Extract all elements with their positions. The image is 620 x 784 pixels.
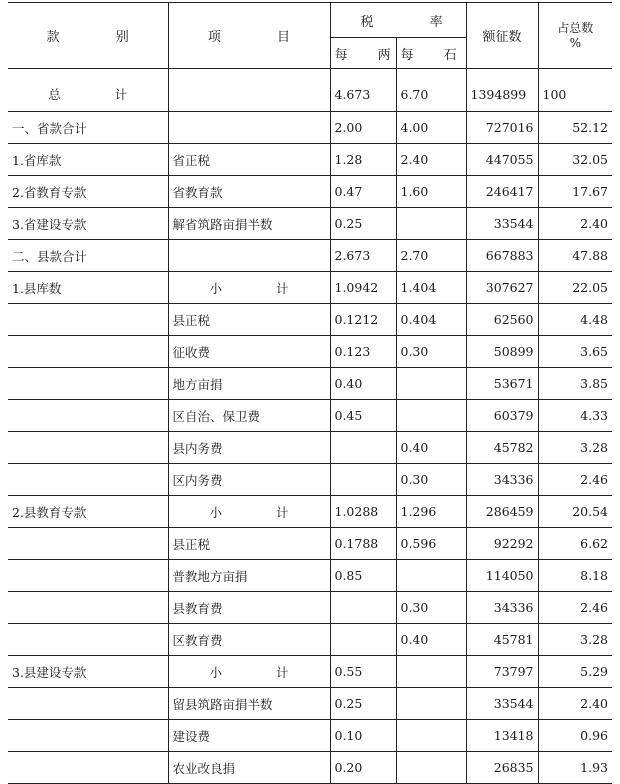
cell-pct: 52.12 [538,112,612,144]
cell-amount: 50899 [466,336,538,368]
cell-per-liang: 0.55 [330,656,396,688]
cell-per-liang: 1.0288 [330,496,396,528]
table-row [8,528,612,560]
total-row [8,77,612,112]
cell-amount: 114050 [466,560,538,592]
table-row [8,176,612,208]
tax-levy-table [8,2,612,784]
cell-per-dan: 0.40 [396,432,466,464]
cell-pct: 2.40 [538,688,612,720]
table-row [8,144,612,176]
header-per-dan [396,38,470,69]
cell-pct: 17.67 [538,176,612,208]
header-category-text: 款 别 [46,30,155,45]
cell-category [8,528,168,560]
cell-per-dan [396,368,466,400]
table-row [8,432,612,464]
cell-amount: 13418 [466,720,538,752]
table-row [8,752,612,784]
subtotal-label: 小 计 [209,504,314,520]
cell-per-dan: 2.70 [396,240,466,272]
cell-pct: 3.28 [538,432,612,464]
cell-per-dan: 1.404 [396,272,466,304]
cell-per-dan [396,656,466,688]
cell-per-liang [330,432,396,464]
table-row [8,656,612,688]
cell-amount: 33544 [466,208,538,240]
cell-category: 1.县库数 [8,272,168,304]
cell-item: 建设费 [168,720,330,752]
cell-per-dan: 0.40 [396,624,466,656]
table-row [8,592,612,624]
cell-per-liang: 1.28 [330,144,396,176]
cell-category [8,752,168,784]
cell-item: 征收费 [168,336,330,368]
cell-pct: 22.05 [538,272,612,304]
cell-pct: 3.65 [538,336,612,368]
cell-category [8,304,168,336]
cell-category [8,336,168,368]
header-tax-rate [330,3,469,38]
table-row [8,400,612,432]
table-row [8,208,612,240]
cell-item-subtotal [168,656,330,688]
cell-amount: 45782 [466,432,538,464]
cell-per-liang: 0.85 [330,560,396,592]
cell-per-liang: 1.0942 [330,272,396,304]
header-tax-rate-text: 税 率 [360,14,469,30]
cell-amount: 246417 [466,176,538,208]
cell-pct: 2.40 [538,208,612,240]
cell-category: 3.省建设专款 [8,208,168,240]
total-item [168,77,330,112]
cell-per-dan: 0.596 [396,528,466,560]
table-row [8,272,612,304]
cell-category: 一、省款合计 [8,112,168,144]
cell-item: 解省筑路亩捐半数 [168,208,330,240]
table-row [8,304,612,336]
cell-category [8,624,168,656]
cell-item: 县教育费 [168,592,330,624]
cell-item: 农业改良捐 [168,752,330,784]
cell-pct: 20.54 [538,496,612,528]
table-row [8,688,612,720]
gap-cell [396,69,466,78]
cell-amount: 667883 [466,240,538,272]
header-per-liang [330,38,404,69]
cell-pct: 47.88 [538,240,612,272]
cell-per-dan: 0.404 [396,304,466,336]
cell-per-dan [396,400,466,432]
table-row [8,560,612,592]
cell-item: 省正税 [168,144,330,176]
cell-per-liang: 0.25 [330,208,396,240]
cell-category [8,368,168,400]
cell-amount: 34336 [466,464,538,496]
total-amount: 1394899 [466,77,538,112]
cell-pct: 0.96 [538,720,612,752]
cell-per-dan [396,560,466,592]
cell-per-liang: 0.10 [330,720,396,752]
table-body [8,3,612,784]
cell-category [8,464,168,496]
table-row [8,496,612,528]
cell-amount: 60379 [466,400,538,432]
cell-item: 省教育款 [168,176,330,208]
cell-pct: 4.33 [538,400,612,432]
cell-item: 区内务费 [168,464,330,496]
cell-per-dan [396,208,466,240]
total-per-liang: 4.673 [330,77,396,112]
cell-per-dan: 2.40 [396,144,466,176]
cell-category [8,592,168,624]
cell-per-liang: 0.47 [330,176,396,208]
cell-item [168,112,330,144]
cell-amount: 26835 [466,752,538,784]
cell-per-liang: 2.673 [330,240,396,272]
cell-per-dan: 1.296 [396,496,466,528]
cell-category [8,400,168,432]
total-pct: 100 [538,77,612,112]
header-item-text: 项 目 [207,30,317,45]
cell-pct: 8.18 [538,560,612,592]
subtotal-label: 小 计 [209,280,314,296]
cell-per-liang [330,464,396,496]
table-row [8,720,612,752]
cell-item: 县内务费 [168,432,330,464]
cell-per-dan: 0.30 [396,592,466,624]
cell-per-liang [330,624,396,656]
total-per-dan: 6.70 [396,77,466,112]
cell-item: 县正税 [168,528,330,560]
table-row [8,368,612,400]
cell-item [168,240,330,272]
cell-amount: 53671 [466,368,538,400]
cell-item-subtotal [168,272,330,304]
cell-category [8,720,168,752]
gap-cell [466,69,538,78]
table-row [8,464,612,496]
cell-per-liang: 0.40 [330,368,396,400]
cell-per-liang: 2.00 [330,112,396,144]
header-levy-amount: 额征数 [466,3,538,69]
cell-category: 二、县款合计 [8,240,168,272]
cell-amount: 307627 [466,272,538,304]
header-percent-line2: % [569,35,581,50]
cell-per-liang: 0.45 [330,400,396,432]
cell-item: 县正税 [168,304,330,336]
total-label-text: 总 计 [48,87,153,102]
header-percent [538,3,612,69]
cell-per-liang: 0.1788 [330,528,396,560]
cell-per-liang: 0.1212 [330,304,396,336]
cell-pct: 4.48 [538,304,612,336]
cell-per-dan: 1.60 [396,176,466,208]
cell-item: 地方亩捐 [168,368,330,400]
cell-category: 1.省库款 [8,144,168,176]
cell-per-dan: 4.00 [396,112,466,144]
cell-item: 区教育费 [168,624,330,656]
cell-item: 普教地方亩捐 [168,560,330,592]
cell-per-liang: 0.123 [330,336,396,368]
header-per-dan-text: 每 石 [400,47,470,63]
cell-amount: 92292 [466,528,538,560]
cell-per-dan [396,688,466,720]
table-row [8,624,612,656]
header-item [168,3,330,69]
table-row [8,240,612,272]
cell-pct: 3.28 [538,624,612,656]
cell-category: 2.省教育专款 [8,176,168,208]
header-row-1 [8,3,612,38]
table-row [8,336,612,368]
table-row [8,112,612,144]
header-per-liang-text: 每 两 [334,47,404,63]
header-category [8,3,168,69]
cell-pct: 5.29 [538,656,612,688]
gap-cell [168,69,330,78]
cell-category: 2.县教育专款 [8,496,168,528]
cell-amount: 286459 [466,496,538,528]
cell-amount: 33544 [466,688,538,720]
cell-per-liang: 0.25 [330,688,396,720]
cell-pct: 3.85 [538,368,612,400]
subtotal-label: 小 计 [209,664,314,680]
cell-per-dan: 0.30 [396,336,466,368]
cell-pct: 6.62 [538,528,612,560]
gap-cell [330,69,396,78]
cell-per-dan [396,720,466,752]
cell-per-dan [396,752,466,784]
cell-pct: 2.46 [538,464,612,496]
cell-amount: 45781 [466,624,538,656]
cell-pct: 32.05 [538,144,612,176]
cell-amount: 34336 [466,592,538,624]
cell-category [8,560,168,592]
cell-per-dan: 0.30 [396,464,466,496]
cell-category [8,688,168,720]
cell-amount: 73797 [466,656,538,688]
cell-amount: 62560 [466,304,538,336]
cell-amount: 447055 [466,144,538,176]
cell-item: 区自治、保卫费 [168,400,330,432]
header-percent-line1: 占总数 [557,20,594,35]
gap-cell [8,69,168,78]
cell-category [8,432,168,464]
cell-item-subtotal [168,496,330,528]
cell-pct: 1.93 [538,752,612,784]
cell-per-liang: 0.20 [330,752,396,784]
cell-item: 留县筑路亩捐半数 [168,688,330,720]
header-gap-row [8,69,612,78]
cell-per-liang [330,592,396,624]
cell-pct: 2.46 [538,592,612,624]
cell-amount: 727016 [466,112,538,144]
cell-category: 3.县建设专款 [8,656,168,688]
gap-cell [538,69,612,78]
total-label [8,77,168,112]
